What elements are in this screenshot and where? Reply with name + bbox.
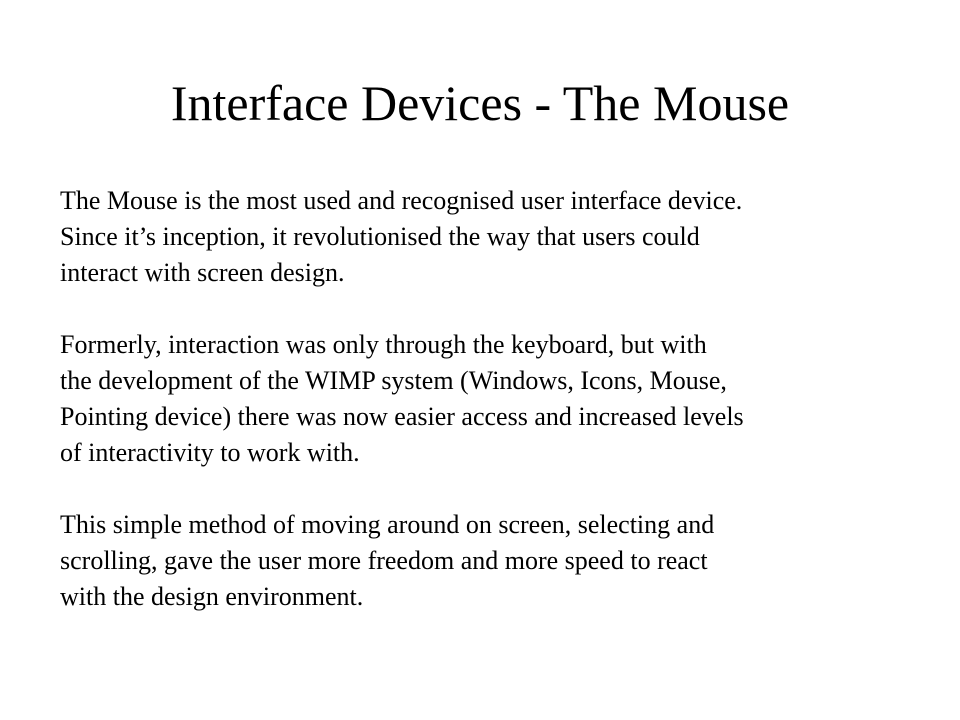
text-line: Pointing device) there was now easier access and increased levels <box>60 402 744 431</box>
paragraph-wimp-history <box>60 327 940 471</box>
text-line: The Mouse is the most used and recognised user interface device. <box>60 186 743 215</box>
text-line: of interactivity to work with. <box>60 438 360 467</box>
slide-body <box>60 183 940 651</box>
text-line: Formerly, interaction was only through the keyboard, but with <box>60 330 707 359</box>
text-line: the development of the WIMP system (Windows, Icons, Mouse, <box>60 366 727 395</box>
text-line: with the design environment. <box>60 582 364 611</box>
paragraph-simple-method <box>60 507 940 615</box>
text-line: interact with screen design. <box>60 258 345 287</box>
text-line: Since it’s inception, it revolutionised the way that users could <box>60 222 700 251</box>
text-line: scrolling, gave the user more freedom and more speed to react <box>60 546 708 575</box>
text-line: This simple method of moving around on screen, selecting and <box>60 510 715 539</box>
paragraph-mouse-intro <box>60 183 940 291</box>
slide-title: Interface Devices - The Mouse <box>170 75 790 131</box>
